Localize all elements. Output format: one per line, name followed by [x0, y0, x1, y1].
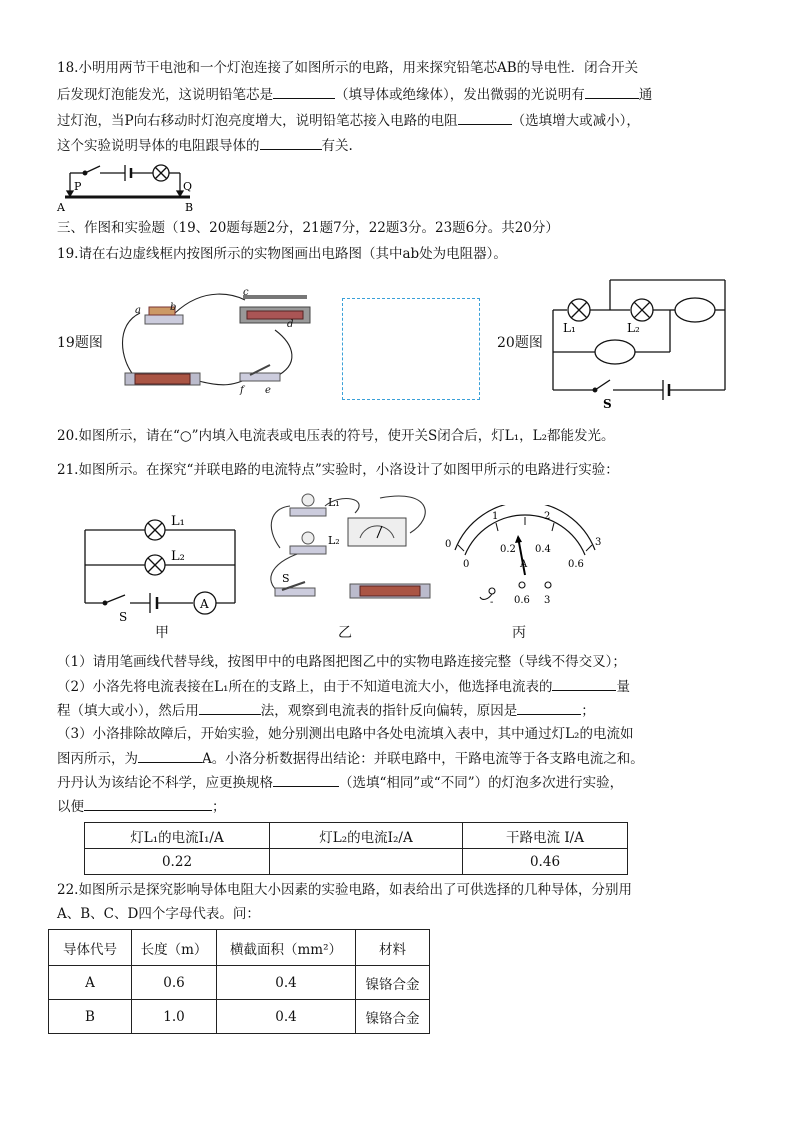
q18-blank2[interactable]	[585, 84, 639, 99]
q20-circuit-figure	[545, 272, 735, 412]
q22-header-area: 横截面积（mm²）	[217, 930, 356, 966]
bulb2-icon	[302, 532, 314, 544]
q19-terminal-d: d	[287, 319, 294, 330]
q19-terminal-b: b	[170, 302, 177, 313]
q19-terminal-e: e	[265, 385, 271, 396]
q21-blank-current[interactable]	[138, 748, 202, 763]
q21-part3-line2: 图丙所示，为 A。小洛分析数据得出结论：并联电路中，干路电流等于各支路电流之和。	[57, 748, 644, 769]
ammeter-icon	[348, 518, 406, 546]
caption-bing: 丙	[512, 625, 526, 641]
q21-part3-line1: （3）小洛排除故障后，开始实验，她分别测出电路中各处电流填入表中，其中通过灯L₂的电流如	[57, 726, 634, 742]
q21-blank-reason[interactable]	[517, 700, 581, 715]
q20-text: 20.如图所示，请在“○”内填入电流表或电压表的符号，使开关S闭合后，灯L₁，L₂都能发光。	[57, 428, 615, 444]
q21-part3-line4: 以便 ；	[57, 796, 226, 817]
meter-unit: A	[520, 559, 528, 570]
meter-bottom-tick-1: 0.2	[500, 544, 516, 555]
q21-circuit-diagram-jia	[75, 505, 245, 623]
meter-bottom-tick-0: 0	[463, 559, 470, 570]
q20-label-l1: L₁	[563, 321, 576, 335]
table-row: B 1.0 0.4 镍铬合金	[49, 1000, 430, 1034]
q21-data-table	[84, 822, 628, 875]
q20-label-s: S	[603, 397, 612, 411]
q21-jia-label-a: A	[200, 597, 209, 611]
q21-physical-circuit-yi	[260, 488, 440, 608]
table-header-i1: 灯L₁的电流I₁/A	[85, 823, 270, 849]
q21-text: 21.如图所示。在探究“并联电路的电流特点”实验时，小洛设计了如图甲所示的电路进行实验：	[57, 462, 619, 478]
q21-yi-label-s: S	[282, 572, 290, 585]
switch-icon	[240, 373, 280, 381]
table-header-i2: 灯L₂的电流I₂/A	[270, 823, 463, 849]
q21-jia-label-s: S	[119, 610, 128, 623]
q18-label-q: Q	[183, 180, 193, 193]
q19-terminal-c: c	[243, 287, 249, 298]
table-header-i: 干路电流 I/A	[463, 823, 628, 849]
bulb1-icon	[302, 494, 314, 506]
q21-yi-label-l1: L₁	[328, 496, 340, 509]
q18-label-p: P	[74, 180, 82, 193]
q18-label-a: A	[57, 201, 65, 214]
table-cell-i1: 0.22	[85, 849, 270, 875]
q21-blank-spec[interactable]	[273, 772, 339, 787]
table-header-row	[49, 930, 430, 966]
meter-terminal-3: 3	[544, 595, 551, 606]
q19-fig-label: 19题图	[57, 335, 103, 351]
q21-ammeter-dial-bing	[440, 505, 610, 610]
meter-top-tick-3: 3	[595, 537, 602, 548]
q21-yi-label-l2: L₂	[328, 534, 340, 547]
meter-top-tick-0: 0	[445, 539, 452, 550]
q19-text: 19.请在右边虚线框内按图所示的实物图画出电路图（其中ab处为电阻器）。	[57, 246, 507, 262]
q22-line2: A、B、C、D四个字母代表。问：	[57, 906, 260, 922]
q21-part2-line2: 程（填大或小），然后用 法，观察到电流表的指针反向偏转，原因是 ；	[57, 700, 595, 721]
q18-line4: 这个实验说明导体的电阻跟导体的 有关.	[57, 135, 353, 156]
table-row: A 0.6 0.4 镍铬合金	[49, 966, 430, 1000]
q20-label-l2: L₂	[627, 321, 640, 335]
q20-fig-label: 20题图	[497, 335, 543, 351]
switch-icon	[275, 588, 315, 596]
q18-pencil-circuit-figure	[55, 156, 205, 214]
meter-top-tick-2: 2	[544, 511, 551, 522]
q22-header-material: 材料	[356, 930, 430, 966]
meter-terminal-minus: -	[490, 597, 494, 608]
table-cell-i: 0.46	[463, 849, 628, 875]
q22-conductor-table	[48, 929, 430, 1034]
q18-label-b: B	[185, 201, 194, 214]
q18-line1: 18.小明用两节干电池和一个灯泡连接了如图所示的电路，用来探究铅笔芯AB的导电性．闭合开关	[57, 60, 639, 76]
q19-terminal-a: a	[135, 305, 141, 316]
meter-top-tick-1: 1	[492, 511, 499, 522]
q22-line1: 22.如图所示是探究影响导体电阻大小因素的实验电路，如表给出了可供选择的几种导体，分别用	[57, 882, 632, 898]
q19-physical-circuit-figure	[115, 285, 325, 400]
q21-part1: （1）请用笔画线代替导线，按图甲中的电路图把图乙中的实物电路连接完整（导线不得交叉）；	[57, 654, 626, 670]
q18-line2: 后发现灯泡能发光，这说明铅笔芯是 （填导体或绝缘体），发出微弱的光说明有 通	[57, 84, 652, 105]
q21-part3-line3: 丹丹认为该结论不科学，应更换规格 （选填“相同”或“不同”）的灯泡多次进行实验，	[57, 772, 623, 793]
meter-terminal-06: 0.6	[514, 595, 530, 606]
q18-blank4[interactable]	[260, 135, 322, 150]
q18-line3: 过灯泡，当P向右移动时灯泡亮度增大，说明铅笔芯接入电路的电阻 （选填增大或减小），	[57, 110, 640, 131]
meter-bottom-tick-3: 0.6	[568, 559, 584, 570]
resistor-board-icon	[145, 315, 183, 324]
q21-blank-method[interactable]	[199, 700, 261, 715]
q21-blank-purpose[interactable]	[84, 796, 212, 811]
q21-jia-label-l2: L₂	[171, 549, 185, 564]
q18-blank1[interactable]	[273, 84, 335, 99]
section-3-heading: 三、作图和实验题（19、20题每题2分，21题7分，22题3分。23题6分。共20分）	[57, 220, 559, 236]
q21-blank-range[interactable]	[552, 676, 616, 691]
lamp1-holder-icon	[290, 508, 326, 516]
q22-header-code: 导体代号	[49, 930, 132, 966]
q19-terminal-f: f	[240, 385, 244, 396]
caption-yi: 乙	[338, 625, 352, 641]
table-cell-i2[interactable]	[270, 849, 463, 875]
lamp2-holder-icon	[290, 546, 326, 554]
q19-answer-box[interactable]	[342, 298, 480, 400]
caption-jia: 甲	[155, 625, 169, 641]
q18-blank3[interactable]	[458, 110, 512, 125]
q22-header-length: 长度（m）	[132, 930, 217, 966]
q21-part2-line1: （2）小洛先将电流表接在L₁所在的支路上，由于不知道电流大小，他选择电流表的 量	[57, 676, 630, 697]
table-row	[85, 849, 628, 875]
meter-bottom-tick-2: 0.4	[535, 544, 551, 555]
q21-jia-label-l1: L₁	[171, 514, 185, 529]
table-header-row	[85, 823, 628, 849]
